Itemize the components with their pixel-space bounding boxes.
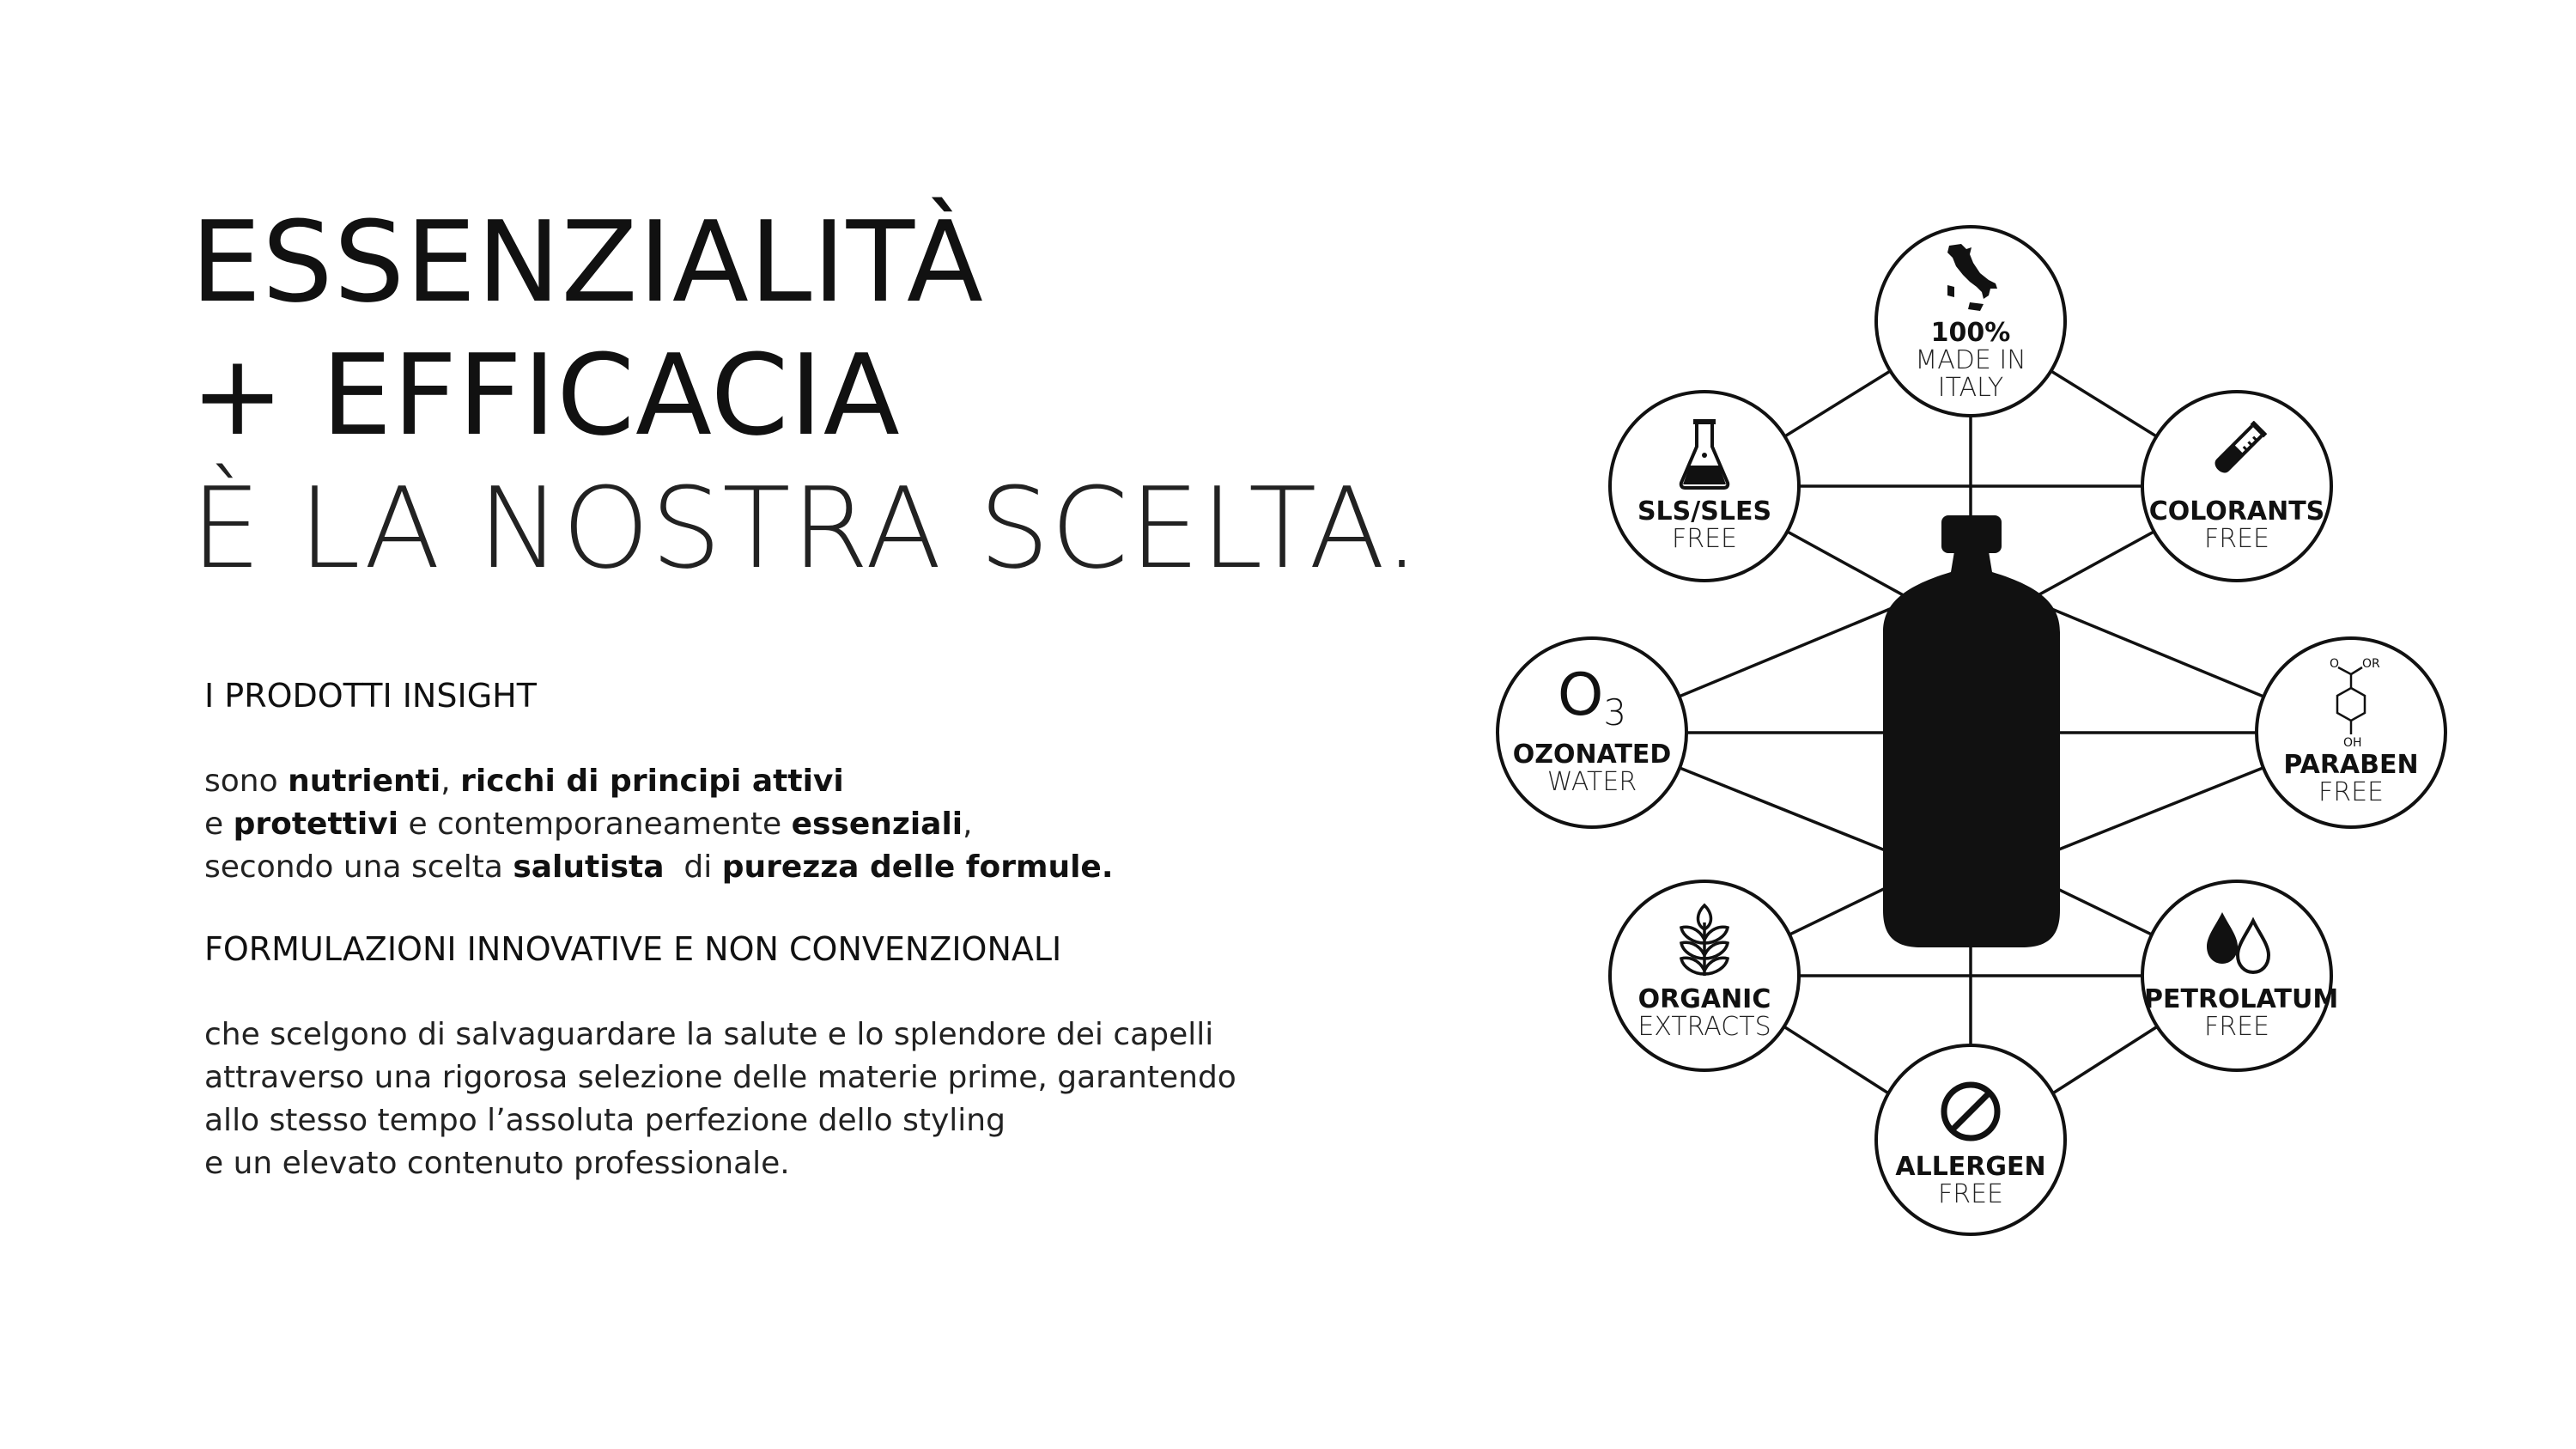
prohibited-icon (1878, 1080, 2063, 1147)
badge-sls-bold: SLS/SLES (1637, 496, 1772, 527)
headline-line-1: ESSENZIALITÀ (191, 197, 984, 327)
molecule-icon (2258, 655, 2444, 753)
headline-line-2: + EFFICACIA (191, 330, 901, 460)
badge-petrolatum-light: FREE (2203, 1012, 2269, 1042)
svg-text:O: O (2330, 657, 2340, 671)
badge-italy-line1: MADE IN (1915, 345, 2026, 375)
badge-colorants-bold: COLORANTS (2148, 496, 2325, 527)
badge-allergen-light: FREE (1937, 1179, 2003, 1209)
section-2-heading: FORMULAZIONI INNOVATIVE E NON CONVENZIONALI (204, 930, 1062, 968)
badge-organic-light: EXTRACTS (1637, 1012, 1771, 1042)
section-2-line-2: attraverso una rigorosa selezione delle materie prime, garantendo (204, 1060, 1236, 1095)
features-diagram (1477, 232, 2447, 1263)
svg-text:OR: OR (2362, 657, 2380, 671)
badge-paraben-bold: PARABEN (2283, 750, 2419, 780)
wheat-icon (1612, 902, 1797, 983)
badge-sls-sles-free (1608, 390, 1801, 582)
headline (191, 197, 1421, 594)
italy-map-icon (1878, 244, 2063, 321)
svg-text:OH: OH (2343, 736, 2362, 750)
section-1-line-3: secondo una scelta salutista di purezza delle formule. (204, 849, 1114, 885)
badge-allergen-bold: ALLERGEN (1895, 1152, 2046, 1182)
drops-icon (2144, 907, 2330, 979)
badge-sls-light: FREE (1671, 524, 1737, 554)
badge-ozonated-water (1496, 636, 1688, 829)
badge-ozonated-light: WATER (1546, 767, 1637, 797)
section-2-line-1: che scelgono di salvaguardare la salute e lo splendore dei capelli (204, 1017, 1214, 1052)
test-tube-icon (2144, 421, 2330, 484)
description (204, 674, 1406, 1185)
section-1-line-2: e protettivi e contemporaneamente essenziali, (204, 807, 973, 842)
badge-organic-extracts (1608, 880, 1801, 1072)
badge-colorants-light: FREE (2203, 524, 2269, 554)
section-1-heading: I PRODOTTI INSIGHT (204, 677, 537, 715)
badge-organic-bold: ORGANIC (1637, 984, 1771, 1014)
badge-made-in-italy (1874, 225, 2067, 417)
headline-line-3: È LA NOSTRA SCELTA. (191, 463, 1421, 594)
badge-italy-line2: ITALY (1937, 373, 2004, 403)
badge-petrolatum-free (2141, 880, 2339, 1072)
badge-colorants-free (2141, 390, 2333, 582)
section-2-line-4: e un elevato contenuto professionale. (204, 1146, 790, 1181)
badge-paraben-free (2255, 636, 2447, 829)
section-1-line-1: sono nutrienti, ricchi di principi attivi (204, 764, 844, 799)
flask-icon (1612, 417, 1797, 493)
bottle-icon (1883, 515, 2060, 947)
section-2-line-3: allo stesso tempo l’assoluta perfezione dello styling (204, 1103, 1005, 1138)
badge-italy-bold: 100% (1930, 318, 2011, 348)
badge-paraben-light: FREE (2318, 777, 2384, 807)
badge-ozonated-bold: OZONATED (1512, 740, 1672, 770)
badge-allergen-free (1874, 1044, 2067, 1236)
badge-petrolatum-bold: PETROLATUM (2144, 984, 2339, 1014)
o3-icon: O3 (1557, 661, 1627, 734)
